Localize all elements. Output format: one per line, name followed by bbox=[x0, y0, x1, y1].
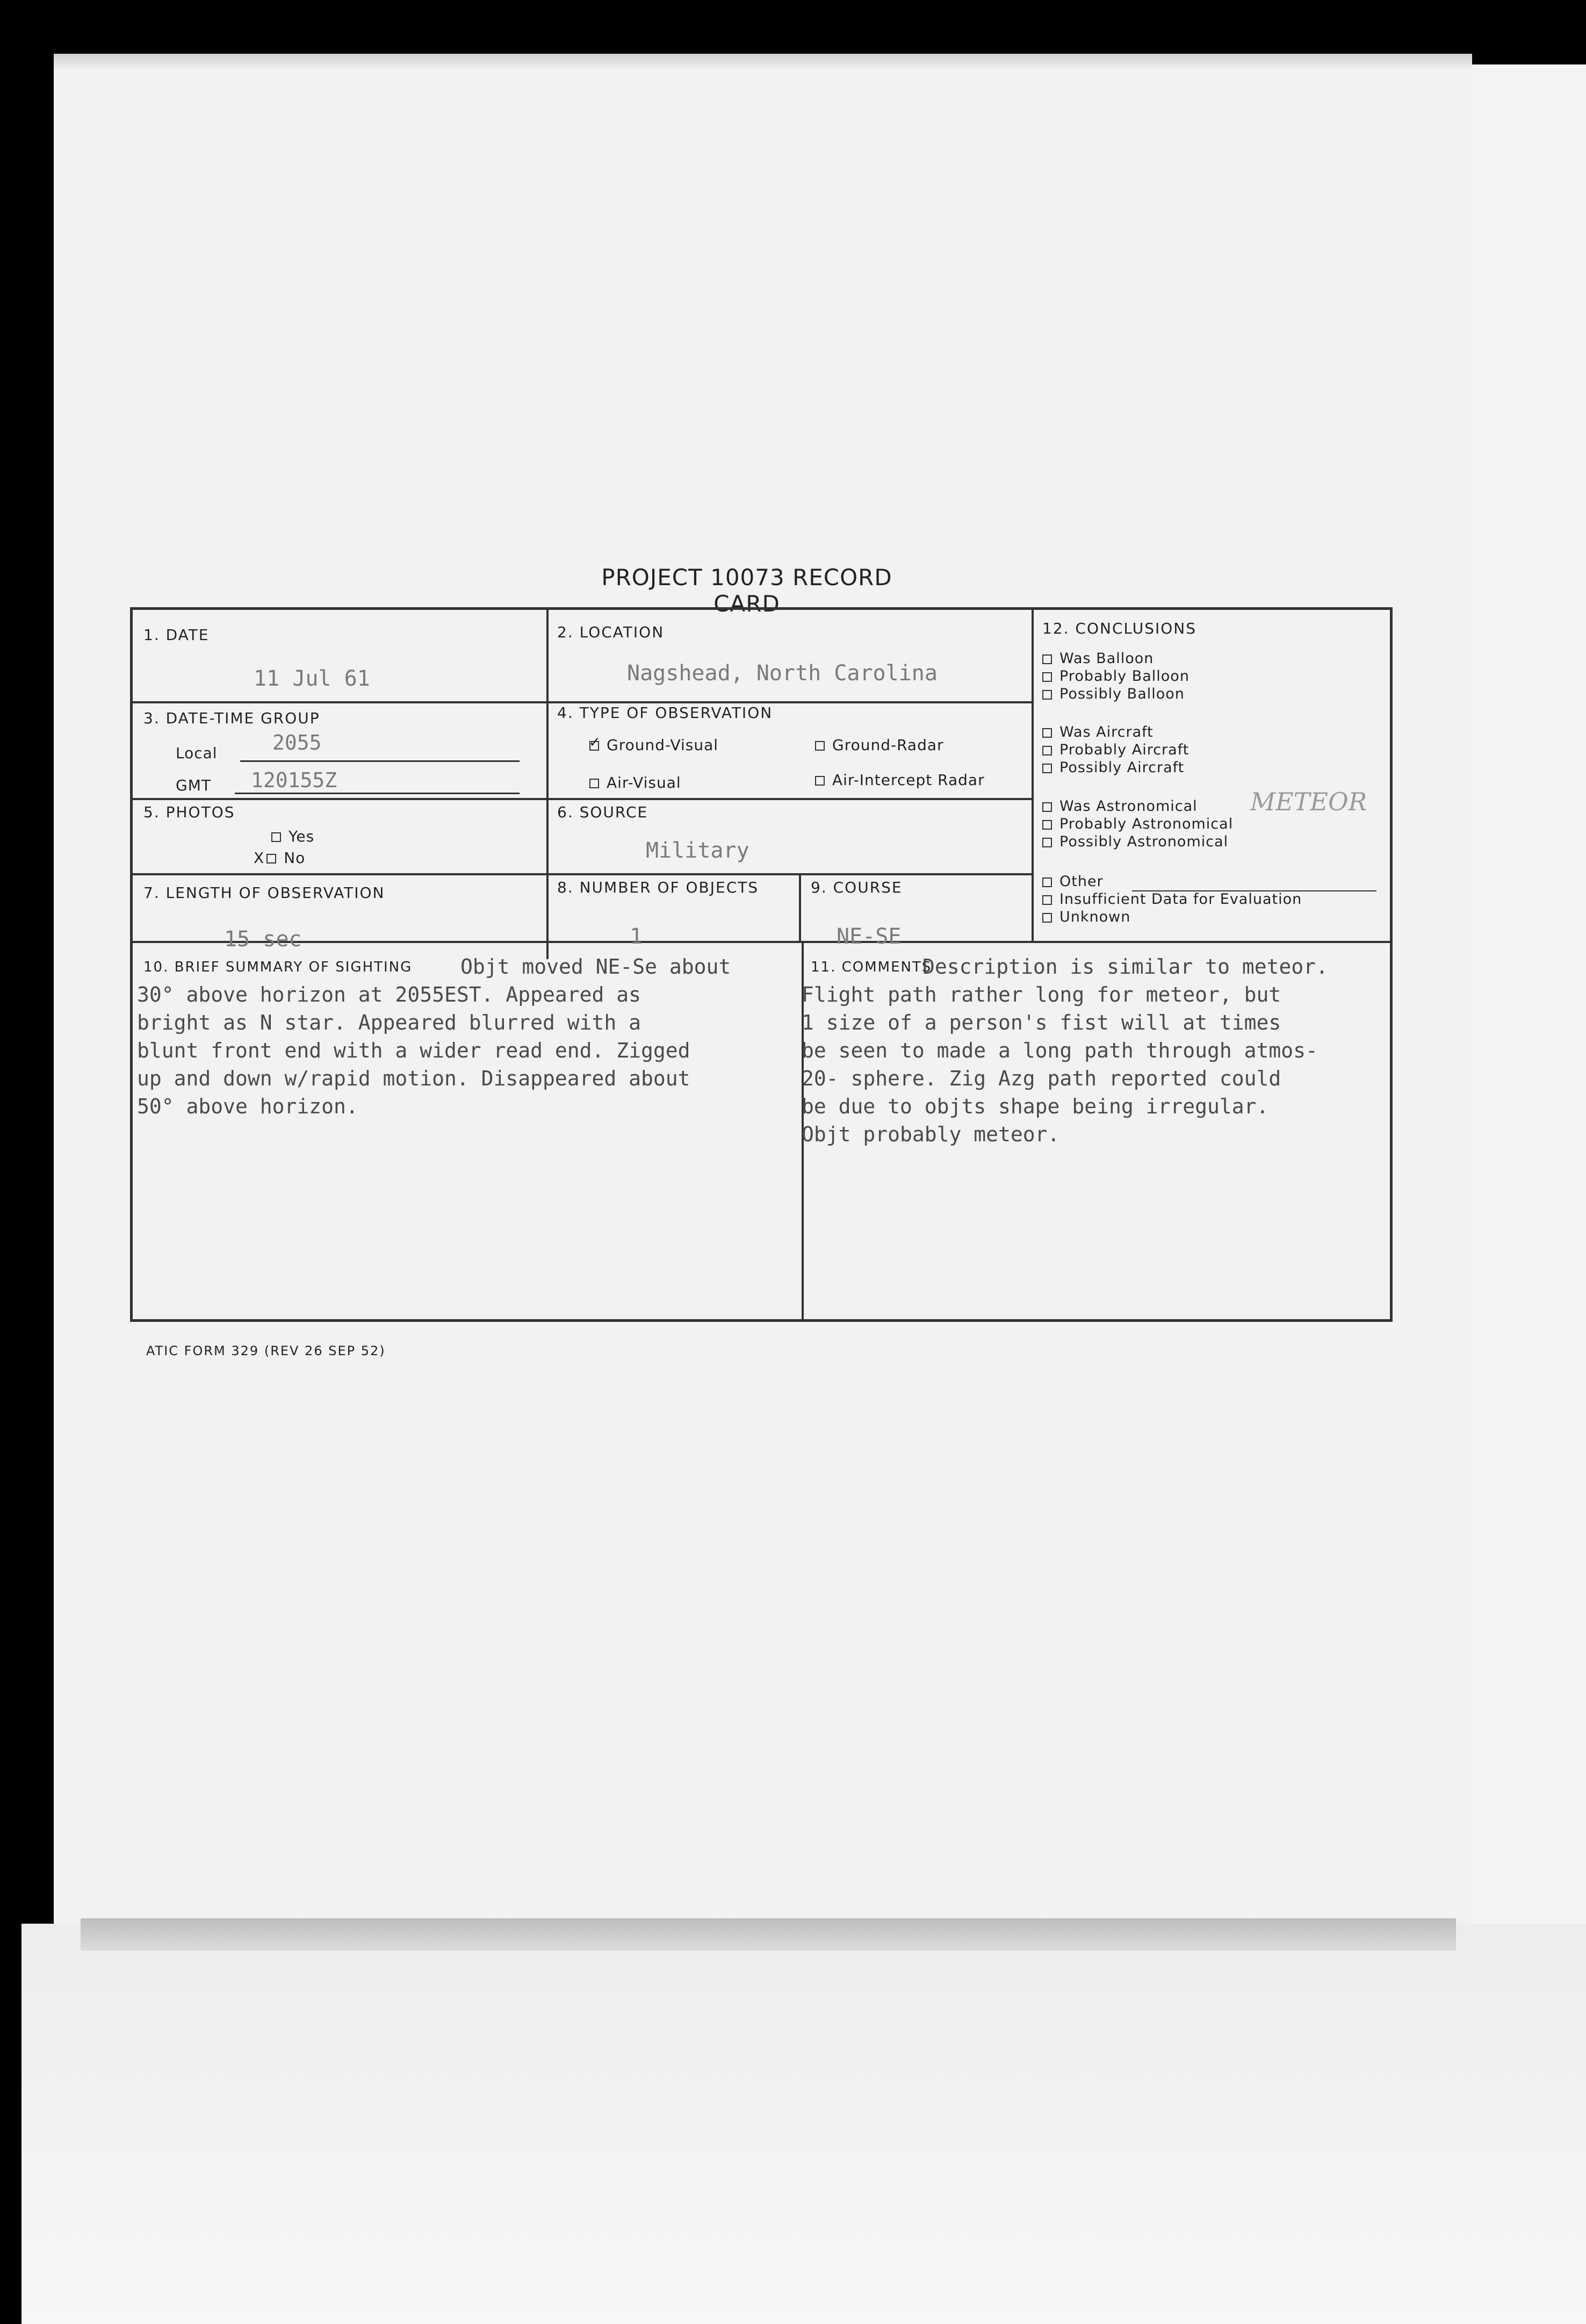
length-of-observation-value: 15 sec bbox=[224, 927, 302, 952]
local-value: 2055 bbox=[272, 731, 322, 754]
conclusion-text: Probably Aircraft bbox=[1059, 742, 1190, 758]
conclusion-probably-aircraft bbox=[1042, 742, 1189, 758]
air-intercept-radar-option bbox=[815, 771, 985, 789]
divider-col2 bbox=[1032, 610, 1034, 943]
conclusion-checkbox bbox=[1042, 654, 1052, 664]
number-of-objects-label: 8. NUMBER OF OBJECTS bbox=[557, 879, 759, 896]
conclusion-checkbox bbox=[1042, 728, 1052, 738]
air-visual-text: Air-Visual bbox=[607, 774, 681, 792]
photos-no-text: No bbox=[284, 849, 306, 867]
comments-text: Flight path rather long for meteor, but 1 size of a person's fist will at times be seen to made a long path through atmos- 20- sphere. Zig Azg path reported could be due to objts shape being irregular. Objt probably meteor. bbox=[802, 983, 1318, 1146]
conclusion-checkbox bbox=[1042, 820, 1052, 830]
air-intercept-radar-checkbox bbox=[815, 776, 825, 786]
conclusion-possibly-aircraft bbox=[1042, 759, 1184, 776]
conclusion-possibly-balloon bbox=[1042, 686, 1185, 702]
conclusion-probably-astronomical bbox=[1042, 816, 1233, 832]
conclusion-checkbox bbox=[1042, 746, 1052, 756]
location-value: Nagshead, North Carolina bbox=[627, 661, 938, 686]
ground-visual-checkbox bbox=[589, 741, 599, 751]
source-label: 6. SOURCE bbox=[557, 803, 648, 821]
ground-radar-checkbox bbox=[815, 741, 825, 751]
ground-visual-option bbox=[589, 736, 718, 754]
conclusion-text: Was Astronomical bbox=[1059, 798, 1198, 815]
air-intercept-radar-text: Air-Intercept Radar bbox=[832, 771, 985, 789]
sheet-bottom-shadow bbox=[81, 1918, 1456, 1951]
conclusion-text: Probably Astronomical bbox=[1059, 816, 1234, 832]
course-value: NE-SE bbox=[837, 924, 902, 949]
gmt-value: 120155Z bbox=[251, 768, 337, 792]
conclusion-text: Probably Balloon bbox=[1059, 668, 1190, 685]
divider-row3 bbox=[133, 873, 1032, 875]
conclusions-label: 12. CONCLUSIONS bbox=[1042, 620, 1197, 637]
conclusion-checkbox bbox=[1042, 690, 1052, 700]
photos-label: 5. PHOTOS bbox=[143, 803, 235, 821]
conclusion-text: Possibly Balloon bbox=[1059, 686, 1185, 702]
record-card bbox=[130, 607, 1393, 1322]
photos-yes-text: Yes bbox=[289, 828, 315, 845]
divider-row4 bbox=[133, 941, 1390, 943]
form-id: ATIC FORM 329 (REV 26 SEP 52) bbox=[146, 1343, 386, 1358]
conclusion-checkbox bbox=[1042, 913, 1052, 923]
course-label: 9. COURSE bbox=[811, 879, 903, 896]
conclusion-was-astronomical bbox=[1042, 798, 1198, 815]
comments-first-line: Description is similar to meteor. bbox=[922, 955, 1328, 978]
air-visual-option bbox=[589, 774, 681, 792]
date-time-group-label: 3. DATE-TIME GROUP bbox=[143, 709, 320, 727]
gmt-underline bbox=[235, 793, 520, 794]
conclusion-insufficient-data bbox=[1042, 891, 1302, 908]
conclusion-checkbox bbox=[1042, 895, 1052, 905]
ground-radar-option bbox=[815, 736, 944, 754]
conclusion-unknown bbox=[1042, 909, 1130, 925]
conclusion-text: Was Aircraft bbox=[1059, 724, 1154, 740]
divider-col8-9 bbox=[799, 873, 801, 943]
local-label: Local bbox=[176, 744, 218, 762]
conclusion-text: Possibly Astronomical bbox=[1059, 833, 1229, 850]
sheet-right-edge bbox=[1472, 64, 1586, 1924]
location-label: 2. LOCATION bbox=[557, 623, 665, 641]
conclusion-probably-balloon bbox=[1042, 668, 1190, 685]
conclusion-text: Was Balloon bbox=[1059, 650, 1154, 667]
date-label: 1. DATE bbox=[143, 626, 210, 644]
photos-no-checkbox bbox=[266, 854, 276, 864]
type-of-observation-label: 4. TYPE OF OBSERVATION bbox=[557, 704, 773, 722]
conclusion-text: Possibly Aircraft bbox=[1059, 759, 1185, 776]
conclusion-text: Other bbox=[1059, 873, 1104, 890]
conclusion-was-balloon bbox=[1042, 650, 1154, 667]
conclusion-checkbox bbox=[1042, 877, 1052, 887]
conclusion-checkbox bbox=[1042, 672, 1052, 682]
number-of-objects-value: 1 bbox=[630, 924, 643, 949]
handwritten-meteor-note: METEOR bbox=[1250, 787, 1367, 816]
conclusion-other bbox=[1042, 873, 1104, 890]
divider-col1 bbox=[546, 610, 549, 959]
ground-visual-text: Ground-Visual bbox=[607, 736, 719, 754]
film-background-lower bbox=[21, 1924, 1586, 2324]
divider-row1 bbox=[133, 701, 1032, 703]
comments-label: 11. COMMENTS bbox=[811, 959, 932, 975]
gmt-label: GMT bbox=[176, 776, 211, 794]
date-value: 11 Jul 61 bbox=[254, 666, 370, 691]
photos-yes-checkbox bbox=[271, 832, 281, 842]
conclusion-was-aircraft bbox=[1042, 724, 1154, 740]
source-value: Military bbox=[646, 838, 749, 863]
conclusion-text: Unknown bbox=[1059, 909, 1131, 925]
conclusion-possibly-astronomical bbox=[1042, 833, 1228, 850]
card-title: PROJECT 10073 RECORD CARD bbox=[601, 564, 892, 617]
conclusion-checkbox bbox=[1042, 764, 1052, 773]
brief-summary-label: 10. BRIEF SUMMARY OF SIGHTING bbox=[143, 959, 413, 975]
air-visual-checkbox bbox=[589, 779, 599, 788]
sheet-top-shadow bbox=[54, 54, 1472, 70]
local-underline bbox=[240, 760, 520, 762]
photos-no-option bbox=[254, 849, 305, 867]
brief-summary-first-line: Objt moved NE-Se about bbox=[460, 955, 731, 978]
photos-no-mark: X bbox=[254, 849, 265, 867]
conclusion-checkbox bbox=[1042, 838, 1052, 847]
brief-summary-text: 30° above horizon at 2055EST. Appeared as bright as N star. Appeared blurred with a blunt front end with a wider read end. Zigged up and down w/rapid motion. Disappeared about 50° above horizon. bbox=[137, 983, 690, 1118]
divider-row2 bbox=[133, 798, 1032, 800]
conclusion-text: Insufficient Data for Evaluation bbox=[1059, 891, 1302, 908]
photos-yes-option bbox=[271, 828, 314, 845]
ground-radar-text: Ground-Radar bbox=[832, 736, 944, 754]
conclusion-checkbox bbox=[1042, 802, 1052, 812]
length-of-observation-label: 7. LENGTH OF OBSERVATION bbox=[143, 884, 385, 902]
